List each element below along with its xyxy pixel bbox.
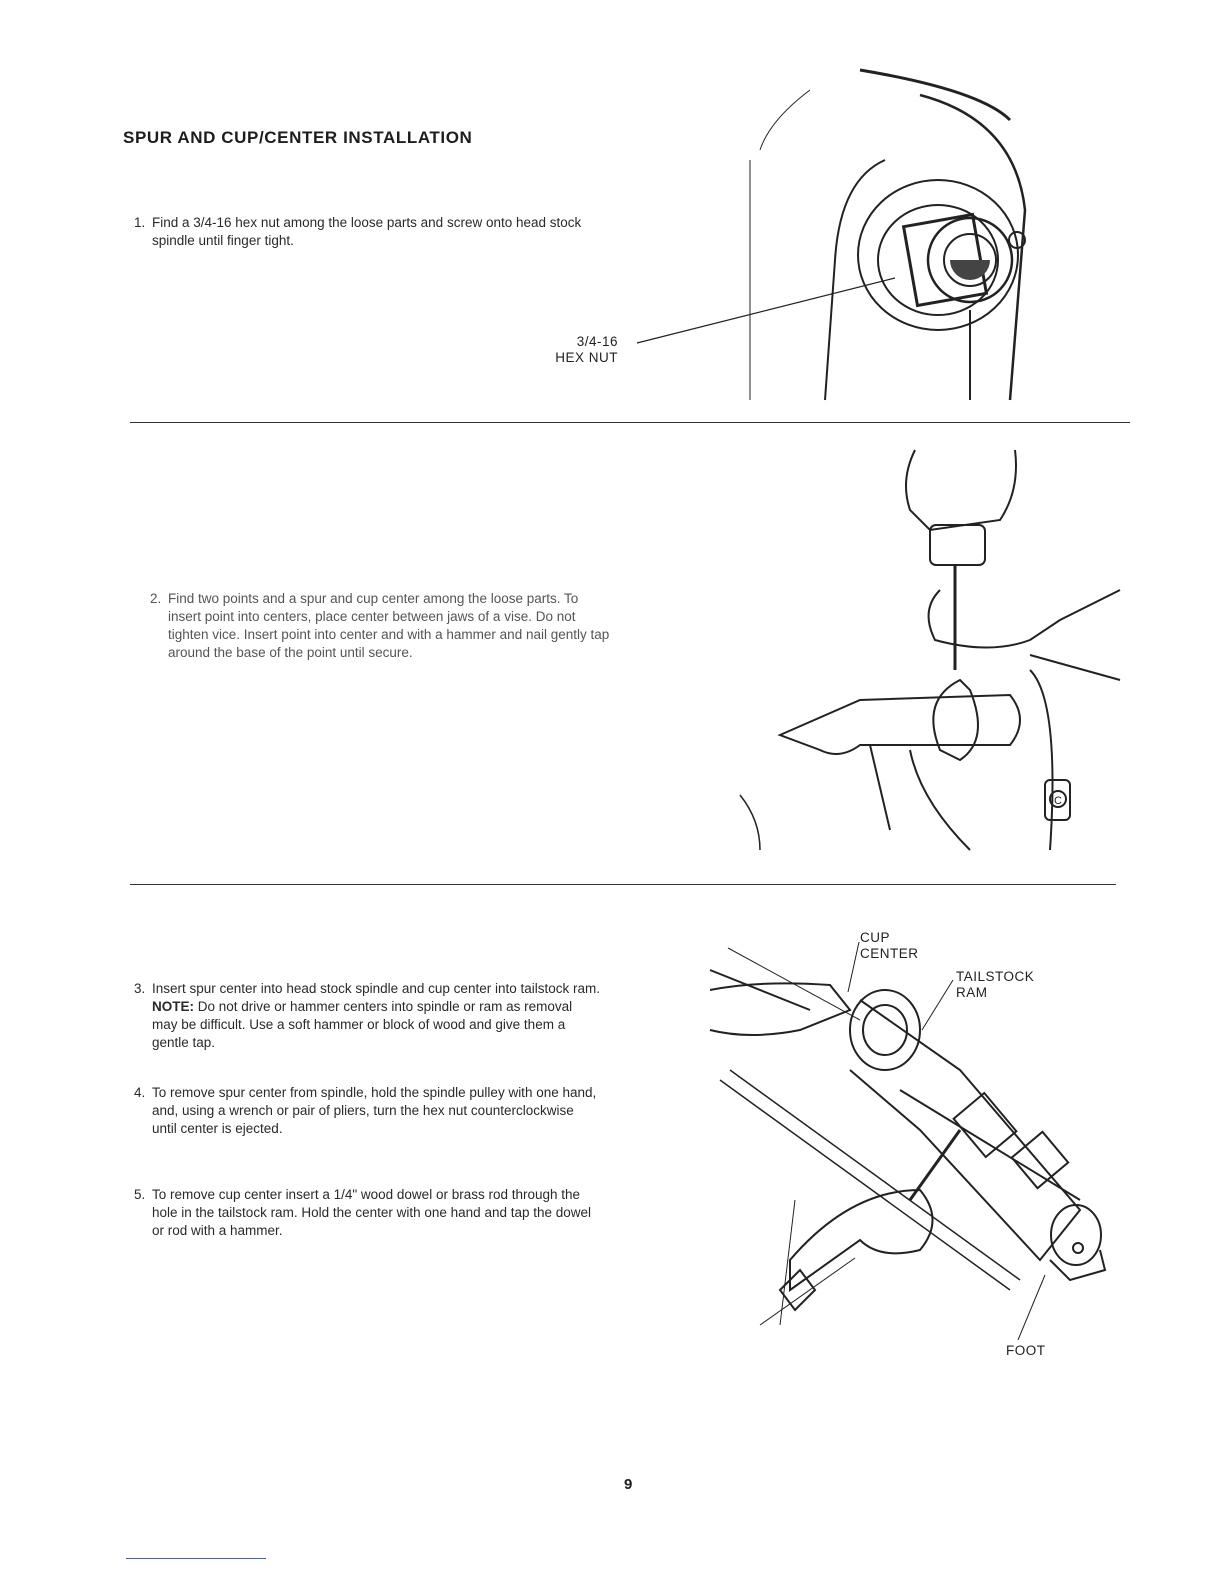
step-text: To remove spur center from spindle, hold the spindle pulley with one hand, and, using a wrench or pair of pliers, turn the hex nut counterclockwise until center is ejected.: [152, 1085, 597, 1136]
tailstock-ram-figure: [700, 930, 1120, 1340]
step-number: 1.: [134, 215, 146, 230]
step-3: [134, 980, 600, 1052]
step-text: Find a 3/4-16 hex nut among the loose parts and screw onto head stock spindle until finger tight.: [152, 215, 582, 248]
step-number: 5.: [134, 1187, 146, 1202]
step-5: [134, 1186, 600, 1240]
step-2: [150, 590, 613, 662]
cup-center-callout-line1: CUP: [860, 930, 891, 945]
step-1: [134, 214, 612, 250]
tailstock-ram-callout-line1: TAILSTOCK: [956, 969, 1035, 984]
footer-rule: [126, 1558, 266, 1559]
tailstock-ram-callout-line2: RAM: [956, 985, 988, 1000]
hex-nut-callout-line2: HEX NUT: [555, 350, 618, 365]
cup-center-callout-line2: CENTER: [860, 946, 919, 961]
step-text: To remove cup center insert a 1/4" wood dowel or brass rod through the hole in the tailstock ram. Hold the center with one hand and tap the dowel or rod with a hammer.: [152, 1187, 592, 1238]
step-text-after-note: Do not drive or hammer centers into spindle or ram as removal may be difficult. Use a soft hammer or block of wood and give them a gentle tap.: [152, 999, 573, 1050]
section-divider-1: [130, 422, 1130, 423]
step-number: 4.: [134, 1085, 146, 1100]
vise-badge-label: C: [1054, 795, 1062, 807]
section-divider-2: [130, 884, 1116, 885]
step-number: 3.: [134, 981, 146, 996]
note-label: NOTE:: [152, 999, 194, 1014]
hex-nut-callout: [520, 334, 618, 366]
vise-hammer-figure: [730, 440, 1140, 860]
page-title: SPUR AND CUP/CENTER INSTALLATION: [123, 128, 473, 147]
hex-nut-callout-line1: 3/4-16: [576, 334, 618, 349]
foot-callout: FOOT: [1006, 1343, 1046, 1358]
step-text: Find two points and a spur and cup center among the loose parts. To insert point into centers, place center between jaws of a vise. Do not tighten vice. Insert point into center and with a hammer and nail gently tap around the base of the point until secure.: [168, 591, 610, 660]
headstock-hex-nut-figure: [620, 60, 1070, 410]
step-text-before-note: Insert spur center into head stock spindle and cup center into tailstock ram.: [152, 981, 600, 996]
step-number: 2.: [150, 591, 162, 606]
step-4: [134, 1084, 600, 1138]
page-number: 9: [624, 1476, 633, 1493]
